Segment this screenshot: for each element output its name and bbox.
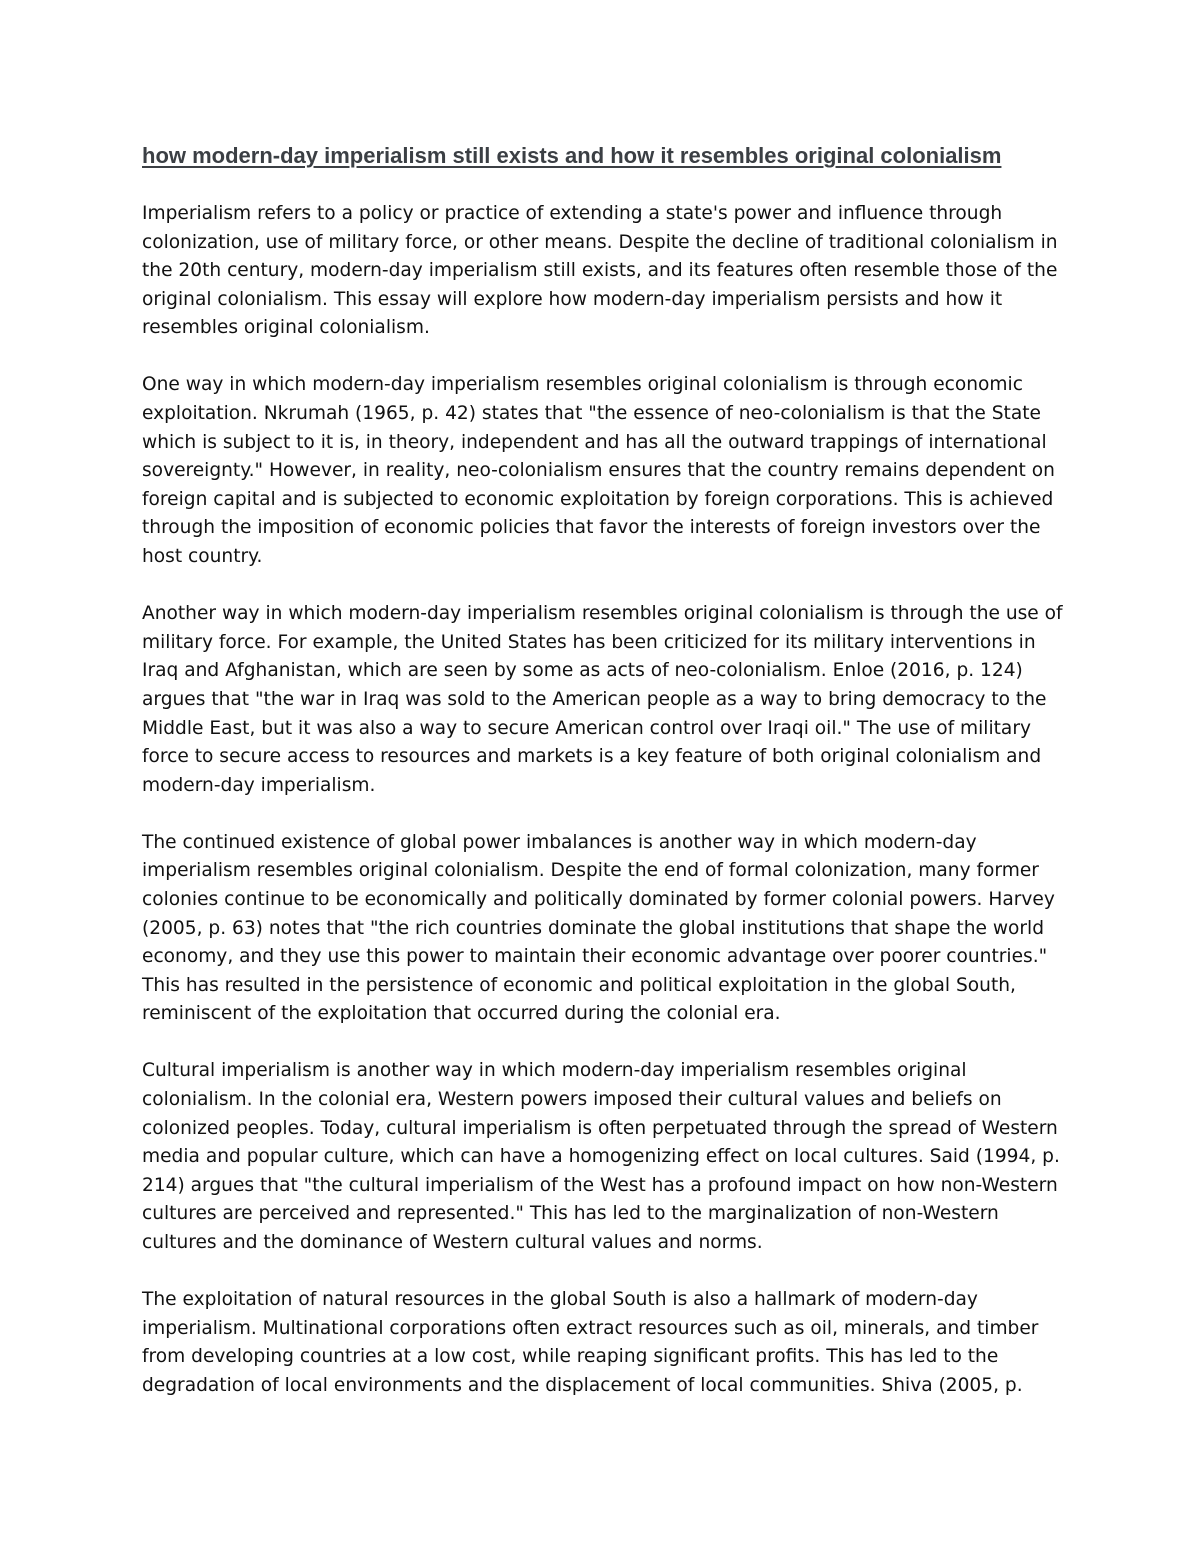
paragraph-cultural-imperialism: Cultural imperialism is another way in which modern-day imperialism resembles original colonialism. In the colonial era, Western powers imposed their cultural values and beliefs on colonized peoples. Today, cultural imperialism is often perpetuated through the spread of Western media and popular culture, which can have a homogenizing effect on local cultures. Said (1994, p. 214) argues that "the cultural imperialism of the West has a profound impact on how non-Western cultures are perceived and represented." This has led to the marginalization of non-Western cultures and the dominance of Western cultural values and norms.	[142, 1060, 1060, 1253]
document-title: how modern-day imperialism still exists and how it resembles original colonialism	[142, 143, 1002, 168]
paragraph-introduction: Imperialism refers to a policy or practice of extending a state's power and influence through colonization, use of military force, or other means. Despite the decline of traditional colonialism in the 20th century, modern-day imperialism still exists, and its features often resemble those of the original colonialism. This essay will explore how modern-day imperialism persists and how it resembles original colonialism.	[142, 203, 1058, 339]
paragraph-military-force: Another way in which modern-day imperialism resembles original colonialism is through the use of military force. For example, the United States has been criticized for its military interventions in Iraq and Afghanistan, which are seen by some as acts of neo-colonialism. Enloe (2016, p. 124) argues that "the war in Iraq was sold to the American people as a way to bring democracy to the Middle East, but it was also a way to secure American control over Iraqi oil." The use of military force to secure access to resources and markets is a key feature of both original colonialism and modern-day imperialism.	[142, 603, 1063, 796]
paragraph-power-imbalances: The continued existence of global power imbalances is another way in which modern-day imperialism resembles original colonialism. Despite the end of formal colonization, many former colonies continue to be economically and politically dominated by former colonial powers. Harvey (2005, p. 63) notes that "the rich countries dominate the global institutions that shape the world economy, and they use this power to maintain their economic advantage over poorer countries." This has resulted in the persistence of economic and political exploitation in the global South, reminiscent of the exploitation that occurred during the colonial era.	[142, 831, 1055, 1025]
paragraph-natural-resources: The exploitation of natural resources in the global South is also a hallmark of modern-day imperialism. Multinational corporations often extract resources such as oil, minerals, and timber from developing countries at a low cost, while reaping significant profits. This has led to the degradation of local environments and the displacement of local communities. Shiva (2005, p.	[142, 1289, 1039, 1396]
document-body	[142, 140, 1072, 1429]
paragraph-economic-exploitation: One way in which modern-day imperialism resembles original colonialism is through economic exploitation. Nkrumah (1965, p. 42) states that "the essence of neo-colonialism is that the State which is subject to it is, in theory, independent and has all the outward trappings of international sovereignty." However, in reality, neo-colonialism ensures that the country remains dependent on foreign capital and is subjected to economic exploitation by foreign corporations. This is achieved through the imposition of economic policies that favor the interests of foreign investors over the host country.	[142, 374, 1055, 568]
